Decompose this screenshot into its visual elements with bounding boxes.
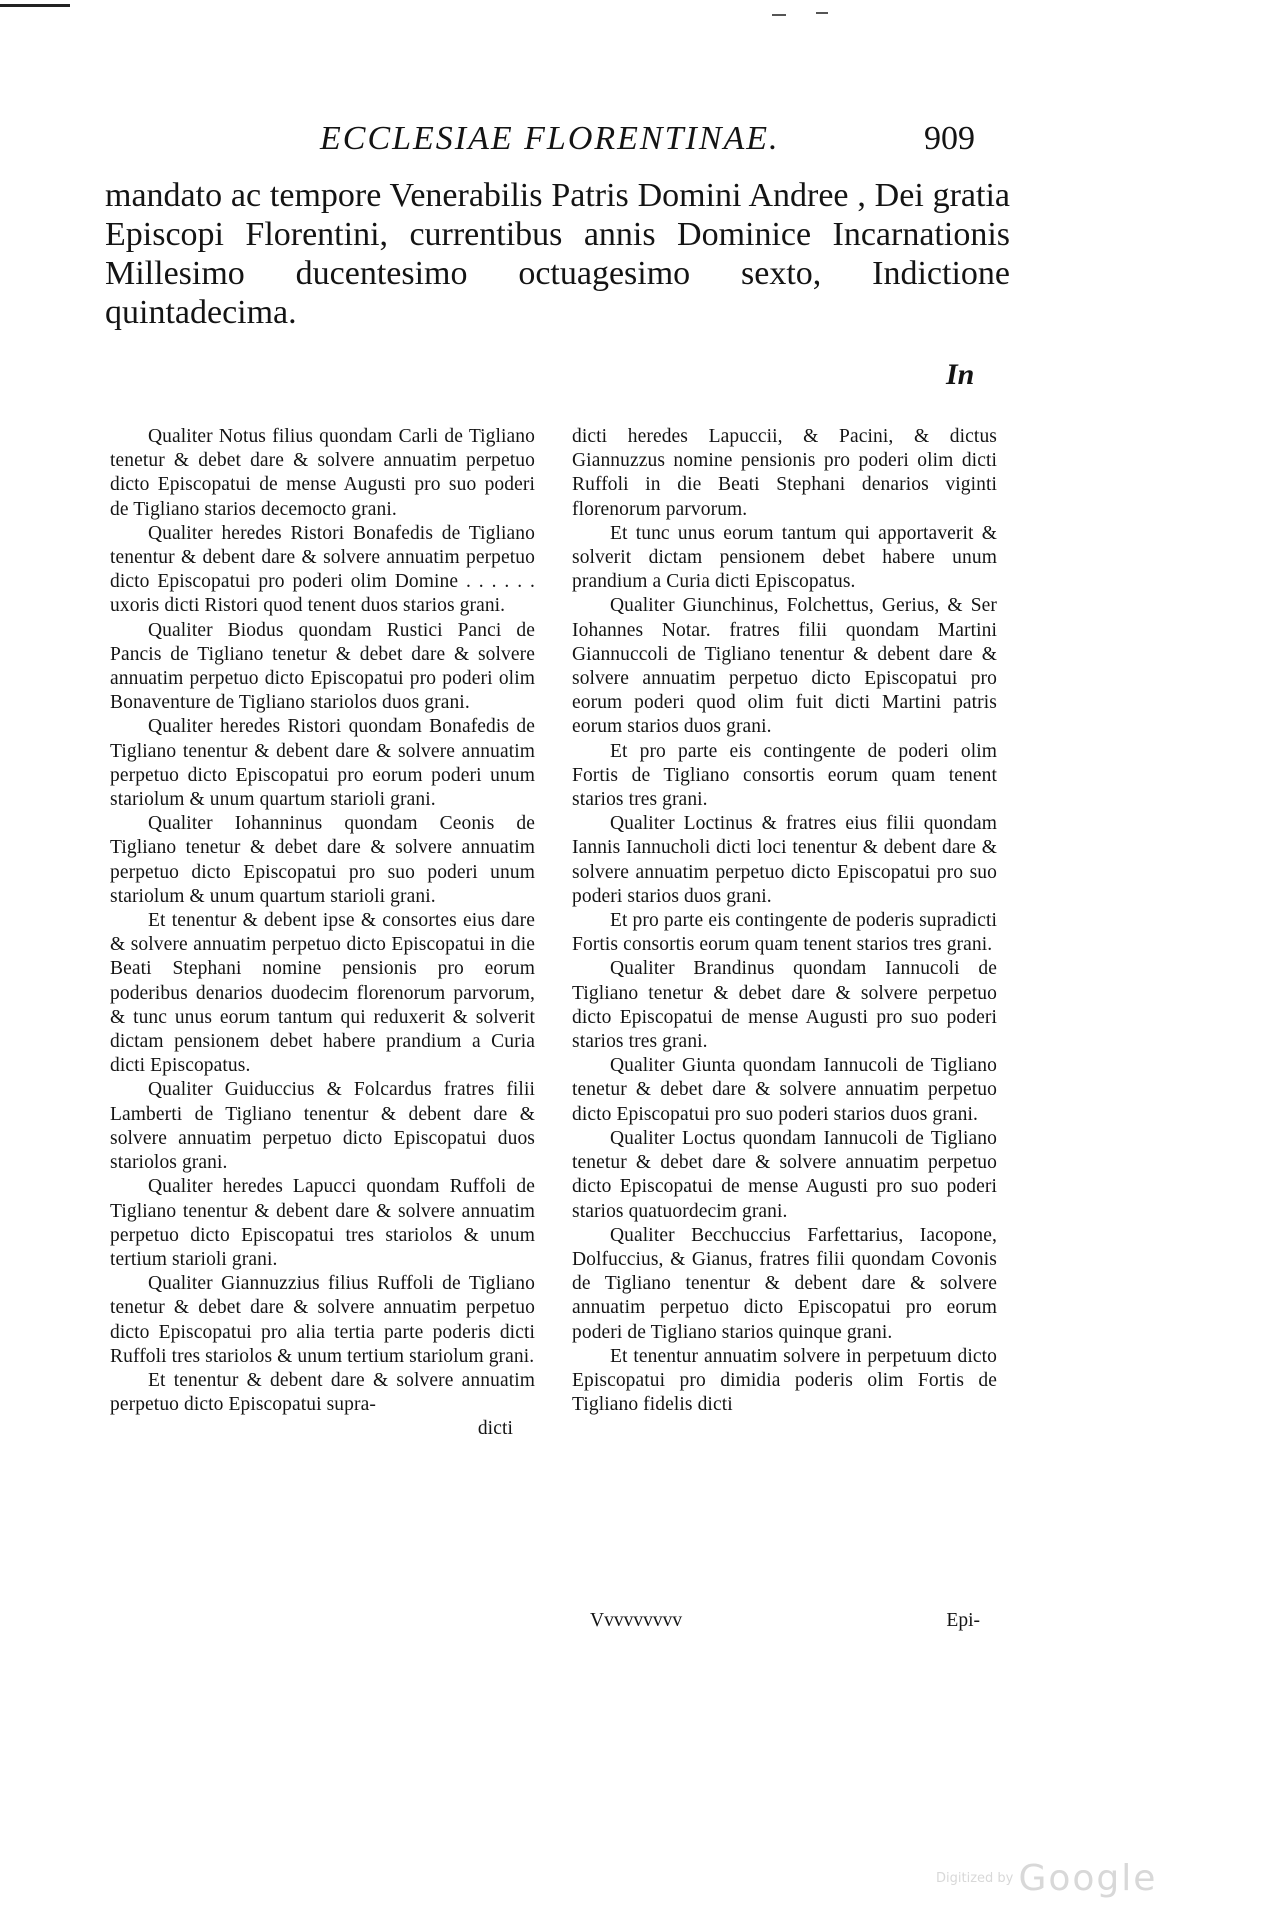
signature-line	[590, 1610, 980, 1632]
left-column	[110, 425, 535, 1442]
page-number: 909	[924, 120, 975, 157]
entry-paragraph: Qualiter Loctus quondam Iannucoli de Tigliano tenetur & debet dare & solvere annuatim perpetuo dicto Episcopatui de mense Augusti pro suo poderi starios quatuordecim grani.	[572, 1127, 997, 1222]
entry-paragraph: Et tenentur annuatim solvere in perpetuum dicto Episcopatui pro dimidia poderis olim Fortis de Tigliano fidelis dicti	[572, 1345, 997, 1416]
entry-paragraph: dicti heredes Lapuccii, & Pacini, & dictus Giannuzzus nomine pensionis pro poderi olim dicti Ruffoli in die Beati Stephani denarios viginti florenorum parvorum.	[572, 426, 997, 520]
watermark-brand: Google	[1018, 1858, 1158, 1899]
entry-paragraph: Et tenentur & debent ipse & consortes eius dare & solvere annuatim perpetuo dicto Episcopatui in die Beati Stephani nomine pensionis pro eorum poderibus denarios duodecim florenorum parvorum, & tunc unus eorum tantum qui reduxerit & solverit dictam pensionem debet habere prandium a Curia dicti Episcopatus.	[110, 910, 535, 1077]
catchword: In	[946, 358, 975, 391]
entry-paragraph: Qualiter Giannuzzius filius Ruffoli de Tigliano tenetur & debet dare & solvere annuatim perpetuo dicto Episcopatui pro alia tertia parte poderis dicti Ruffoli tres stariolos & unum tertium stariolum grani.	[110, 1273, 535, 1367]
entry-paragraph: Qualiter Biodus quondam Rustici Panci de Pancis de Tigliano tenetur & debet dare & solvere annuatim perpetuo dicto Episcopatui pro poderi olim Bonaventure de Tigliano stariolos duos grani.	[110, 619, 535, 714]
entry-paragraph: Qualiter Giunchinus, Folchettus, Gerius, & Ser Iohannes Notar. fratres filii quondam Martini Giannuccoli de Tigliano tenentur & debent dare & solvere annuatim perpetuo dicto Episcopatui pro eorum poderi quod olim fuit dicti Martini patris eorum starios duos grani.	[572, 595, 997, 738]
entry-paragraph: Et tunc unus eorum tantum qui apportaverit & solverit dictam pensionem debet habere unum prandium a Curia dicti Episcopatus.	[572, 522, 997, 593]
signature-mark: Vvvvvvvvv	[590, 1610, 683, 1631]
entry-paragraph: Et pro parte eis contingente de poderi olim Fortis de Tigliano consortis eorum quam tenent starios tres grani.	[572, 740, 997, 811]
right-column	[572, 425, 997, 1417]
entry-paragraph: Qualiter heredes Lapucci quondam Ruffoli de Tigliano tenentur & debent dare & solvere annuatim perpetuo dicto Episcopatui tres stariolos & unum tertium starioli grani.	[110, 1176, 535, 1270]
entry-paragraph: Qualiter Loctinus & fratres eius filii quondam Iannis Iannucholi dicti loci tenentur & debent dare & solvere annuatim perpetuo dicto Episcopatui pro suo poderi starios duos grani.	[572, 813, 997, 907]
edge-mark	[816, 12, 828, 14]
entry-paragraph: Qualiter Iohanninus quondam Ceonis de Tigliano tenetur & debet dare & solvere annuatim perpetuo dicto Episcopatui pro suo poderi unum stariolum & unum quartum starioli grani.	[110, 813, 535, 907]
digitization-watermark	[936, 1858, 1157, 1899]
entry-paragraph: Qualiter Brandinus quondam Iannucoli de Tigliano tenetur & debet dare & solvere perpetuo dicto Episcopatui de mense Augusti pro suo poderi starios tres grani.	[572, 958, 997, 1053]
catchword-bottom: Epi-	[946, 1610, 980, 1631]
entry-paragraph: Qualiter Giunta quondam Iannucoli de Tigliano tenetur & debet dare & solvere annuatim perpetuo dicto Episcopatui pro suo poderi starios duos grani.	[572, 1055, 997, 1125]
entry-paragraph: Qualiter heredes Ristori Bonafedis de Tigliano tenentur & debent dare & solvere annuatim perpetuo dicto Episcopatui pro poderi olim Domine . . . . . . uxoris dicti Ristori quod tenent duos starios grani.	[110, 522, 535, 617]
running-head	[320, 120, 975, 158]
column-catchword: dicti	[477, 1418, 513, 1440]
entry-paragraph: Qualiter heredes Ristori quondam Bonafedis de Tigliano tenentur & debent dare & solvere annuatim perpetuo dicto Episcopatui pro eorum poderi unum stariolum & unum quartum starioli grani.	[110, 716, 535, 811]
entry-paragraph: Et tenentur & debent dare & solvere annuatim perpetuo dicto Episcopatui supra-	[110, 1369, 535, 1416]
entry-paragraph: Et pro parte eis contingente de poderis supradicti Fortis consortis eorum quam tenent starios tres grani.	[572, 910, 997, 956]
edge-rule	[0, 4, 70, 7]
intro-paragraph: mandato ac tempore Venerabilis Patris Domini Andree , Dei gratia Episcopi Florentini, currentibus annis Dominice Incarnationis Millesimo ducentesimo octuagesimo sexto, Indictione quintadecima.	[105, 177, 1010, 331]
edge-mark	[772, 14, 786, 16]
entry-paragraph: Qualiter Guiduccius & Folcardus fratres filii Lamberti de Tigliano tenentur & debent dare & solvere annuatim perpetuo dicto Episcopatui duos stariolos grani.	[110, 1079, 535, 1174]
entry-paragraph: Qualiter Becchuccius Farfettarius, Iacopone, Dolfuccius, & Gianus, fratres filii quondam Covonis de Tigliano tenentur & debent dare & solvere annuatim perpetuo dicto Episcopatui pro eorum poderi de Tigliano starios quinque grani.	[572, 1224, 997, 1343]
running-title: ECCLESIAE FLORENTINAE.	[320, 120, 780, 157]
watermark-prefix: Digitized by	[936, 1871, 1014, 1886]
entry-paragraph: Qualiter Notus filius quondam Carli de Tigliano tenetur & debet dare & solvere annuatim perpetuo dicto Episcopatui de mense Augusti pro suo poderi de Tigliano starios decemocto grani.	[110, 426, 535, 520]
